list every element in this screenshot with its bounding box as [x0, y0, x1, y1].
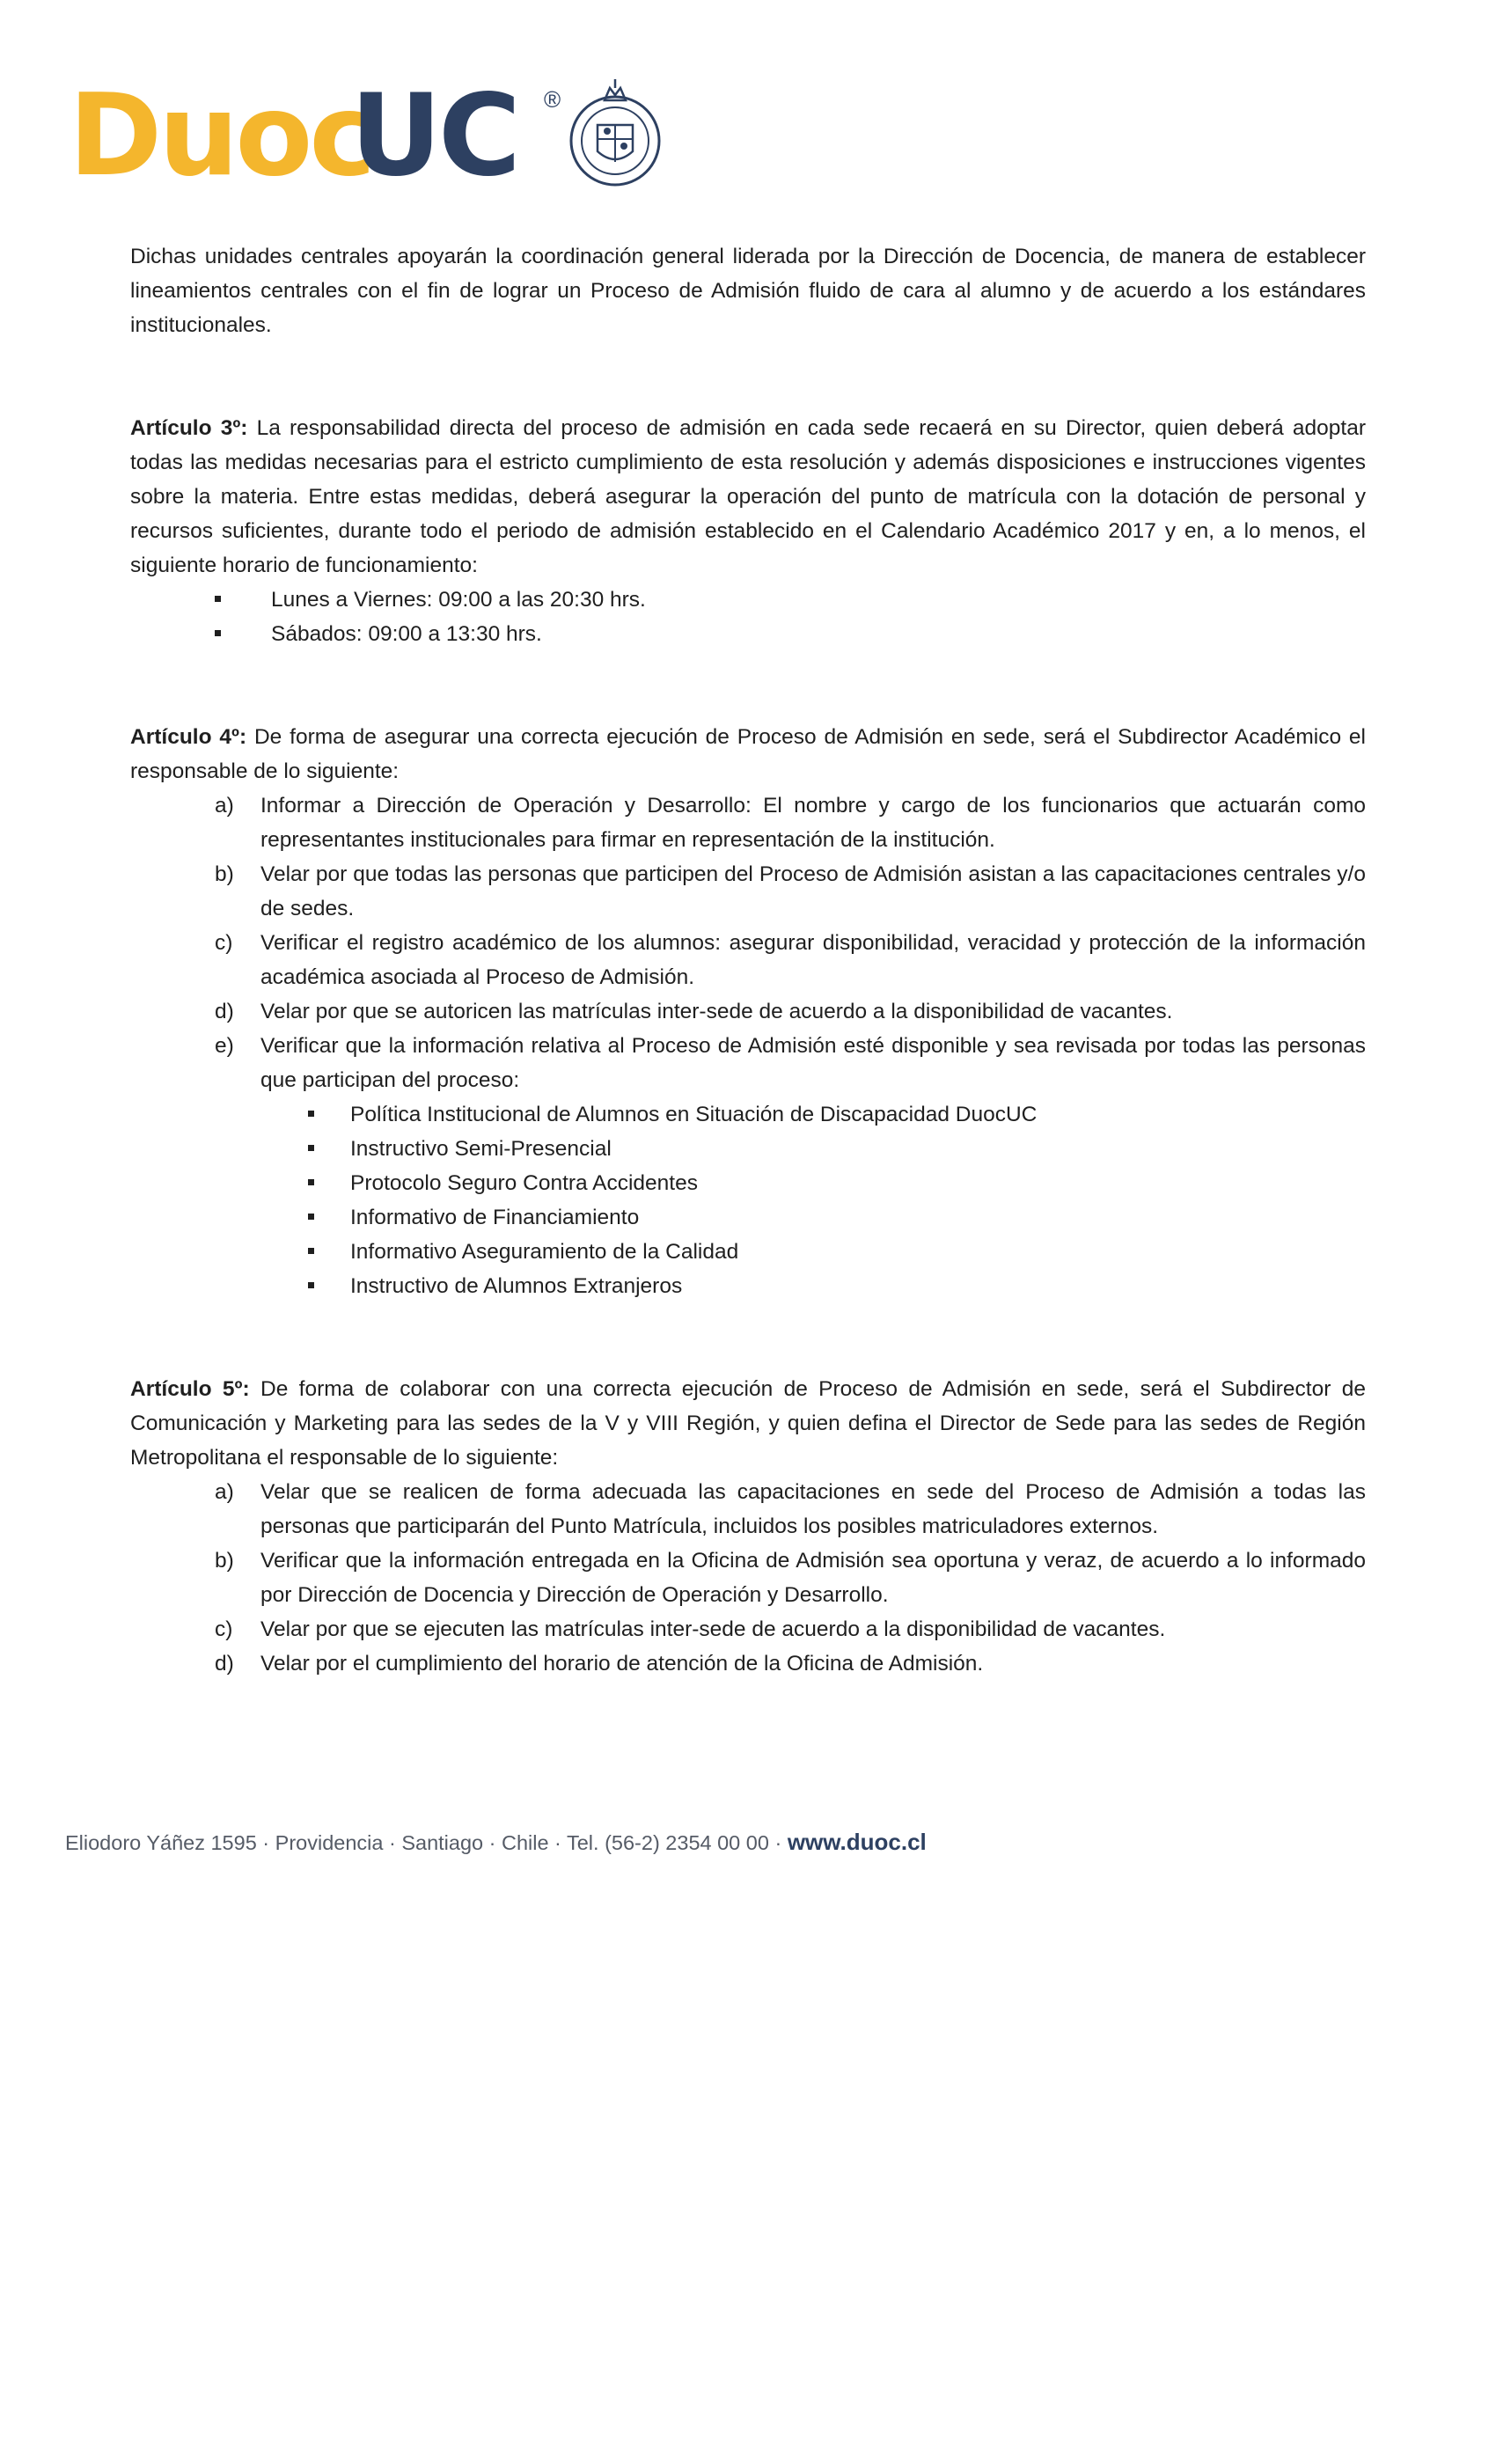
item-text: Velar por que se autoricen las matrículas inter-sede de acuerdo a la disponibilidad de vacantes. [260, 1000, 1173, 1023]
intro-paragraph: Dichas unidades centrales apoyarán la coordinación general liderada por la Dirección de Docencia, de manera de establecer lineamientos centrales con el fin de lograr un Proceso de Admisión fluido de cara al alumno y de acuerdo a los estándares institucionales. [130, 245, 1366, 337]
list-item [130, 583, 1366, 617]
item-text: Informar a Dirección de Operación y Desarrollo: El nombre y cargo de los funcionarios que actuarán como representantes institucionales para firmar en representación de la institución. [260, 794, 1366, 852]
list-item [130, 1475, 1366, 1544]
square-bullet-icon [215, 630, 221, 636]
article-4 [130, 720, 1366, 788]
schedule-saturday: Sábados: 09:00 a 13:30 hrs. [271, 622, 542, 646]
list-item [130, 857, 1366, 926]
square-bullet-icon [308, 1179, 314, 1185]
list-item [130, 617, 1366, 651]
list-item [130, 1200, 1366, 1235]
item-marker: d) [215, 1000, 234, 1023]
item-text: Velar que se realicen de forma adecuada las capacitaciones en sede del Proceso de Admisión a todas las personas que participarán del Punto Matrícula, incluidos los posibles matriculadores externos. [260, 1480, 1366, 1538]
item-marker: d) [215, 1652, 234, 1676]
list-item [130, 1646, 1366, 1681]
document-item: Política Institucional de Alumnos en Situación de Discapacidad DuocUC [350, 1103, 1038, 1126]
item-marker: a) [215, 1480, 234, 1504]
item-text: Verificar que la información relativa al Proceso de Admisión esté disponible y sea revisada por todas las personas que participan del proceso: [260, 1034, 1366, 1092]
list-item [130, 1235, 1366, 1269]
document-item: Instructivo de Alumnos Extranjeros [350, 1274, 683, 1298]
square-bullet-icon [308, 1248, 314, 1254]
list-item [130, 1166, 1366, 1200]
list-item [130, 1097, 1366, 1132]
article-4-title: Artículo 4º: [130, 725, 247, 749]
item-text: Verificar el registro académico de los alumnos: asegurar disponibilidad, veracidad y protección de la información académica asociada al Proceso de Admisión. [260, 931, 1366, 989]
item-marker: c) [215, 1617, 233, 1641]
item-text: Velar por el cumplimiento del horario de atención de la Oficina de Admisión. [260, 1652, 984, 1676]
list-item [130, 1269, 1366, 1303]
document-item: Protocolo Seguro Contra Accidentes [350, 1171, 698, 1195]
list-item [130, 926, 1366, 994]
schedule-weekdays: Lunes a Viernes: 09:00 a las 20:30 hrs. [271, 588, 646, 612]
document-body [130, 239, 1366, 1681]
list-item [130, 1029, 1366, 1097]
university-seal-icon [566, 76, 664, 190]
list-item [130, 1612, 1366, 1646]
item-marker: e) [215, 1034, 234, 1058]
list-item [130, 994, 1366, 1029]
article-4-text: De forma de asegurar una correcta ejecución de Proceso de Admisión en sede, será el Subdirector Académico el responsable de lo siguiente: [130, 725, 1366, 783]
article-3-text: La responsabilidad directa del proceso de admisión en cada sede recaerá en su Director, quien deberá adoptar todas las medidas necesarias para el estricto cumplimiento de esta resolución y además disposiciones e instrucciones vigentes sobre la materia. Entre estas medidas, deberá asegurar la operación del punto de matrícula con la dotación de personal y recursos suficientes, durante todo el periodo de admisión establecido en el Calendario Académico 2017 y en, a lo menos, el siguiente horario de funcionamiento: [130, 416, 1366, 577]
article-5-text: De forma de colaborar con una correcta ejecución de Proceso de Admisión en sede, será el Subdirector de Comunicación y Marketing para las sedes de la V y VIII Región, y quien defina el Director de Sede para las sedes de Región Metropolitana el responsable de lo siguiente: [130, 1377, 1366, 1470]
square-bullet-icon [308, 1214, 314, 1220]
item-marker: c) [215, 931, 233, 955]
square-bullet-icon [308, 1282, 314, 1288]
item-marker: b) [215, 862, 234, 886]
article-5-title: Artículo 5º: [130, 1377, 250, 1401]
item-marker: a) [215, 794, 234, 818]
logo-uc-text: UC [350, 70, 517, 202]
document-item: Instructivo Semi-Presencial [350, 1137, 612, 1161]
list-item [130, 788, 1366, 857]
item-text: Velar por que se ejecuten las matrículas inter-sede de acuerdo a la disponibilidad de vacantes. [260, 1617, 1166, 1641]
page-footer [65, 1829, 927, 1856]
square-bullet-icon [308, 1111, 314, 1117]
article-4-list [130, 788, 1366, 1097]
documents-list [130, 1097, 1366, 1303]
registered-mark: ® [544, 86, 561, 113]
list-item [130, 1132, 1366, 1166]
square-bullet-icon [308, 1145, 314, 1151]
item-marker: b) [215, 1549, 234, 1573]
duocuc-logo [69, 70, 614, 202]
article-5-list [130, 1475, 1366, 1681]
item-text: Velar por que todas las personas que participen del Proceso de Admisión asistan a las capacitaciones centrales y/o de sedes. [260, 862, 1366, 920]
page-background [0, 1927, 1496, 2464]
article-3 [130, 411, 1366, 583]
article-5 [130, 1372, 1366, 1475]
square-bullet-icon [215, 596, 221, 602]
article-3-title: Artículo 3º: [130, 416, 248, 440]
footer-website-link[interactable]: www.duoc.cl [787, 1829, 927, 1855]
document-item: Informativo Aseguramiento de la Calidad [350, 1240, 739, 1264]
schedule-list [130, 583, 1366, 651]
list-item [130, 1544, 1366, 1612]
footer-address: Eliodoro Yáñez 1595 · Providencia · Santiago · Chile · Tel. (56-2) 2354 00 00 · [65, 1831, 788, 1854]
document-item: Informativo de Financiamiento [350, 1206, 640, 1229]
item-text: Verificar que la información entregada en la Oficina de Admisión sea oportuna y veraz, de acuerdo a lo informado por Dirección de Docencia y Dirección de Operación y Desarrollo. [260, 1549, 1366, 1607]
logo-duoc-text: Duoc [69, 70, 373, 202]
